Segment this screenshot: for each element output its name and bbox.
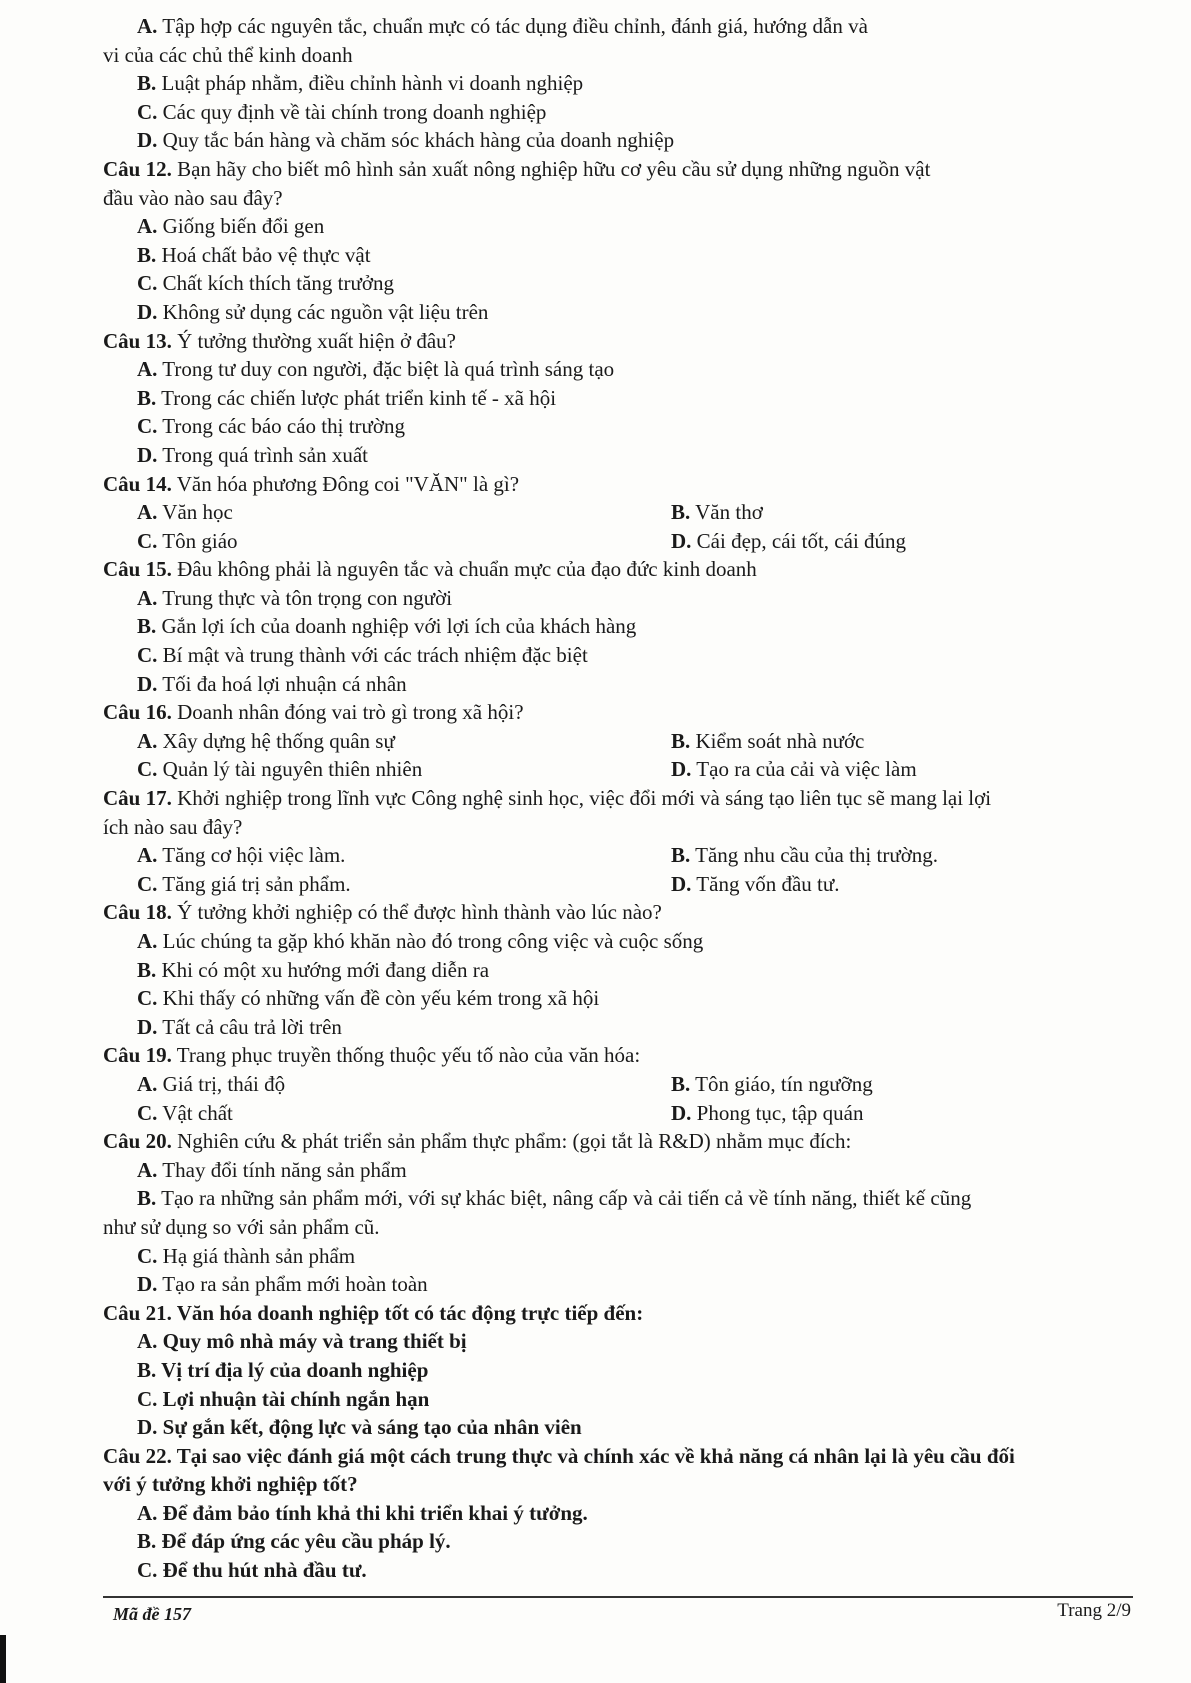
exam-content bbox=[103, 12, 1143, 1585]
question-22 bbox=[103, 1442, 1143, 1585]
scan-edge-mark bbox=[0, 1635, 6, 1683]
question-13 bbox=[103, 327, 1143, 470]
q21-option-a: A. Quy mô nhà máy và trang thiết bị bbox=[137, 1329, 467, 1354]
q19-options-row-2 bbox=[103, 1099, 1143, 1128]
q13-option-b: B. Trong các chiến lược phát triển kinh tế - xã hội bbox=[137, 385, 557, 410]
q16-options-row-1 bbox=[103, 727, 1143, 756]
q19-option-a: A. Giá trị, thái độ bbox=[137, 1071, 286, 1096]
q19-option-d: D. Phong tục, tập quán bbox=[671, 1100, 864, 1125]
q11-option-b: B. Luật pháp nhằm, điều chỉnh hành vi doanh nghiệp bbox=[137, 71, 584, 96]
q17-options-row-2 bbox=[103, 870, 1143, 899]
question-16 bbox=[103, 698, 1143, 784]
q17-stem: Câu 17. Khởi nghiệp trong lĩnh vực Công nghệ sinh học, việc đổi mới và sáng tạo liên tục sẽ mang lại lợi bbox=[103, 786, 992, 811]
q16-stem: Câu 16. Doanh nhân đóng vai trò gì trong xã hội? bbox=[103, 700, 524, 725]
q20-option-d: D. Tạo ra sản phẩm mới hoàn toàn bbox=[137, 1272, 428, 1297]
q16-options-row-2 bbox=[103, 755, 1143, 784]
q18-option-d: D. Tất cả câu trả lời trên bbox=[137, 1014, 342, 1039]
q22-option-c: C. Để thu hút nhà đầu tư. bbox=[137, 1558, 367, 1583]
q19-option-c: C. Vật chất bbox=[137, 1100, 233, 1125]
q15-option-c: C. Bí mật và trung thành với các trách nhiệm đặc biệt bbox=[137, 643, 588, 668]
q20-option-b: B. Tạo ra những sản phẩm mới, với sự khác biệt, nâng cấp và cải tiến cả về tính năng, thiết kế cũng bbox=[137, 1186, 972, 1211]
q14-option-b: B. Văn thơ bbox=[671, 500, 763, 525]
q20-option-c: C. Hạ giá thành sản phẩm bbox=[137, 1243, 356, 1268]
question-14 bbox=[103, 470, 1143, 556]
q19-option-b: B. Tôn giáo, tín ngưỡng bbox=[671, 1071, 873, 1096]
page-number: Trang 2/9 bbox=[1057, 1600, 1131, 1621]
question-20 bbox=[103, 1127, 1143, 1299]
q15-stem: Câu 15. Đâu không phải là nguyên tắc và chuẩn mực của đạo đức kinh doanh bbox=[103, 557, 757, 582]
q14-options-row-1 bbox=[103, 498, 1143, 527]
footer-divider bbox=[103, 1596, 1133, 1598]
q11-option-a-continued: vi của các chủ thể kinh doanh bbox=[103, 42, 353, 67]
q12-stem-continued: đầu vào nào sau đây? bbox=[103, 185, 283, 210]
q19-stem: Câu 19. Trang phục truyền thống thuộc yếu tố nào của văn hóa: bbox=[103, 1043, 641, 1068]
q21-option-b: B. Vị trí địa lý của doanh nghiệp bbox=[137, 1357, 429, 1382]
q17-option-b: B. Tăng nhu cầu của thị trường. bbox=[671, 843, 939, 868]
q17-option-c: C. Tăng giá trị sản phẩm. bbox=[137, 871, 351, 896]
q15-option-b: B. Gắn lợi ích của doanh nghiệp với lợi ích của khách hàng bbox=[137, 614, 637, 639]
q13-stem: Câu 13. Ý tưởng thường xuất hiện ở đâu? bbox=[103, 328, 456, 353]
q16-option-d: D. Tạo ra của cải và việc làm bbox=[671, 757, 917, 782]
q18-option-b: B. Khi có một xu hướng mới đang diễn ra bbox=[137, 957, 490, 982]
q12-stem: Câu 12. Bạn hãy cho biết mô hình sản xuất nông nghiệp hữu cơ yêu cầu sử dụng những nguồn vật bbox=[103, 156, 931, 181]
q11-option-d: D. Quy tắc bán hàng và chăm sóc khách hàng của doanh nghiệp bbox=[137, 128, 675, 153]
q14-stem: Câu 14. Văn hóa phương Đông coi "VĂN" là gì? bbox=[103, 471, 520, 496]
q16-option-c: C. Quản lý tài nguyên thiên nhiên bbox=[137, 757, 423, 782]
q12-option-a: A. Giống biến đổi gen bbox=[137, 214, 325, 239]
q20-option-a: A. Thay đổi tính năng sản phẩm bbox=[137, 1157, 407, 1182]
q12-option-d: D. Không sử dụng các nguồn vật liệu trên bbox=[137, 299, 489, 324]
q13-option-d: D. Trong quá trình sản xuất bbox=[137, 442, 369, 467]
q15-option-a: A. Trung thực và tôn trọng con người bbox=[137, 585, 453, 610]
q13-option-a: A. Trong tư duy con người, đặc biệt là quá trình sáng tạo bbox=[137, 357, 615, 382]
q19-options-row-1 bbox=[103, 1070, 1143, 1099]
q18-option-c: C. Khi thấy có những vấn đề còn yếu kém trong xã hội bbox=[137, 986, 600, 1011]
q14-options-row-2 bbox=[103, 527, 1143, 556]
question-12 bbox=[103, 155, 1143, 327]
q16-option-b: B. Kiểm soát nhà nước bbox=[671, 728, 865, 753]
question-11 bbox=[103, 12, 1143, 155]
exam-code: Mã đề 157 bbox=[113, 1604, 191, 1624]
q17-stem-continued: ích nào sau đây? bbox=[103, 814, 243, 839]
q17-option-a: A. Tăng cơ hội việc làm. bbox=[137, 843, 346, 868]
q14-option-c: C. Tôn giáo bbox=[137, 528, 238, 553]
q21-option-c: C. Lợi nhuận tài chính ngắn hạn bbox=[137, 1386, 430, 1411]
question-21 bbox=[103, 1299, 1143, 1442]
q13-option-c: C. Trong các báo cáo thị trường bbox=[137, 414, 406, 439]
q11-option-c: C. Các quy định về tài chính trong doanh nghiệp bbox=[137, 99, 547, 124]
q12-option-b: B. Hoá chất bảo vệ thực vật bbox=[137, 242, 371, 267]
question-17 bbox=[103, 784, 1143, 898]
q22-option-b: B. Để đáp ứng các yêu cầu pháp lý. bbox=[137, 1529, 451, 1554]
question-15 bbox=[103, 555, 1143, 698]
question-19 bbox=[103, 1041, 1143, 1127]
q21-stem: Câu 21. Văn hóa doanh nghiệp tốt có tác động trực tiếp đến: bbox=[103, 1300, 644, 1325]
q18-stem: Câu 18. Ý tưởng khởi nghiệp có thể được hình thành vào lúc nào? bbox=[103, 900, 662, 925]
q14-option-d: D. Cái đẹp, cái tốt, cái đúng bbox=[671, 528, 907, 553]
q15-option-d: D. Tối đa hoá lợi nhuận cá nhân bbox=[137, 671, 407, 696]
q17-options-row-1 bbox=[103, 841, 1143, 870]
q12-option-c: C. Chất kích thích tăng trưởng bbox=[137, 271, 394, 296]
q18-option-a: A. Lúc chúng ta gặp khó khăn nào đó trong công việc và cuộc sống bbox=[137, 929, 704, 953]
q22-option-a: A. Để đảm bảo tính khả thi khi triển khai ý tưởng. bbox=[137, 1500, 588, 1525]
q14-option-a: A. Văn học bbox=[137, 500, 233, 525]
q22-stem: Câu 22. Tại sao việc đánh giá một cách trung thực và chính xác về khả năng cá nhân lại là yêu cầu đối bbox=[103, 1443, 1015, 1468]
q22-stem-continued: với ý tưởng khởi nghiệp tốt? bbox=[103, 1472, 358, 1497]
q20-option-b-continued: như sử dụng so với sản phẩm cũ. bbox=[103, 1214, 380, 1239]
q21-option-d: D. Sự gắn kết, động lực và sáng tạo của nhân viên bbox=[137, 1415, 582, 1440]
q11-option-a: A. Tập hợp các nguyên tắc, chuẩn mực có tác dụng điều chỉnh, đánh giá, hướng dẫn và bbox=[137, 14, 868, 38]
question-18 bbox=[103, 898, 1143, 1041]
q17-option-d: D. Tăng vốn đầu tư. bbox=[671, 871, 840, 896]
q16-option-a: A. Xây dựng hệ thống quân sự bbox=[137, 728, 395, 753]
q20-stem: Câu 20. Nghiên cứu & phát triển sản phẩm thực phẩm: (gọi tắt là R&D) nhằm mục đích: bbox=[103, 1129, 852, 1154]
